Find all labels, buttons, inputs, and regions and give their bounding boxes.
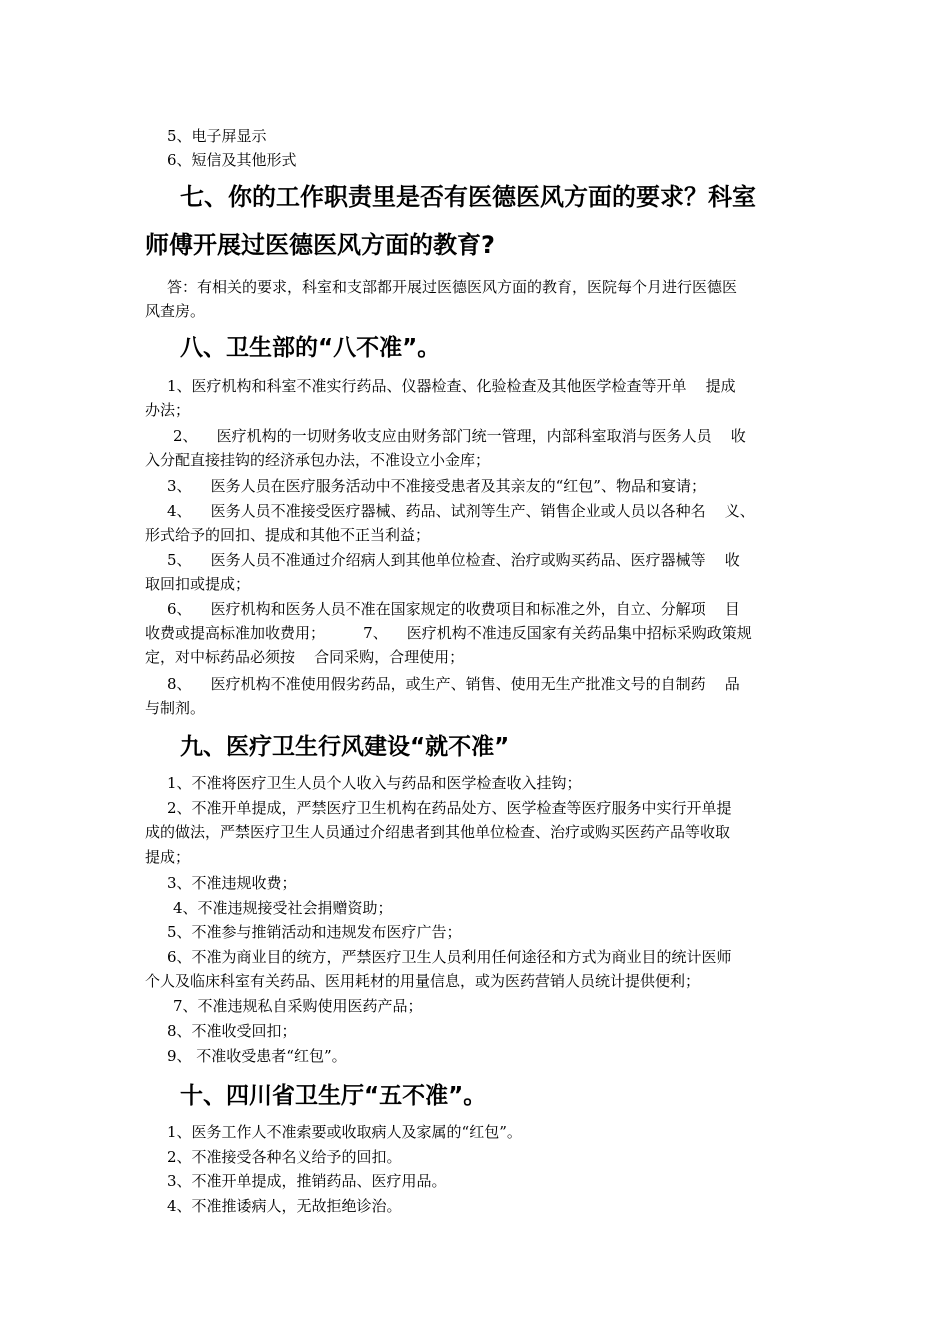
list-item: 成的做法，严禁医疗卫生人员通过介绍患者到其他单位检查、治疗或购买医药产品等收取 [145,823,731,841]
list-item: 6、 医疗机构和医务人员不准在国家规定的收费项目和标准之外，自立、分解项 目 [167,600,740,618]
list-item: 个人及临床科室有关药品、医用耗材的用量信息，或为医药营销人员统计提供便利； [145,972,701,990]
list-item: 5、 医务人员不准通过介绍病人到其他单位检查、治疗或购买药品、医疗器械等 收 [167,551,740,569]
list-item: 提成； [145,848,191,866]
list-item: 3、不准违规收费； [167,874,297,892]
list-item: 1、医疗机构和科室不准实行药品、仪器检查、化验检查及其他医学检查等开单 提成 [167,377,736,395]
list-item: 3、不准开单提成，推销药品、医疗用品。 [167,1172,447,1190]
list-item: 9、 不准收受患者“红包”。 [167,1047,347,1065]
list-item: 定，对中标药品必须按 合同采购，合理使用； [145,648,465,666]
list-item: 4、不准违规接受社会捐赠资助； [173,899,393,917]
list-item: 办法； [145,401,191,419]
list-item: 3、 医务人员在医疗服务活动中不准接受患者及其亲友的“红包”、物品和宴请； [167,477,706,495]
list-item: 5、不准参与推销活动和违规发布医疗广告； [167,923,462,941]
list-item: 6、不准为商业目的统方，严禁医疗卫生人员利用任何途径和方式为商业目的统计医师 [167,948,732,966]
list-item: 形式给予的回扣、提成和其他不正当利益； [145,526,431,544]
list-item: 入分配直接挂钩的经济承包办法，不准设立小金库； [145,451,491,469]
list-item: 2、不准开单提成，严禁医疗卫生机构在药品处方、医学检查等医疗服务中实行开单提 [167,799,732,817]
answer-text: 答：有相关的要求，科室和支部都开展过医德医风方面的教育，医院每个月进行医德医 [167,278,738,296]
list-item: 收费或提高标准加收费用； 7、 医疗机构不准违反国家有关药品集中招标采购政策规 [145,624,752,642]
list-item: 与制剂。 [145,699,206,717]
list-item: 7、不准违规私自采购使用医药产品； [173,997,423,1015]
list-item: 取回扣或提成； [145,575,251,593]
list-item: 8、不准收受回扣； [167,1022,297,1040]
list-item: 4、 医务人员不准接受医疗器械、药品、试剂等生产、销售企业或人员以各种名 义、 [167,502,755,520]
section-7-heading-line-1: 七、你的工作职责里是否有医德医风方面的要求？科室 [180,183,756,211]
section-8-heading: 八、卫生部的“八不准”。 [180,335,441,361]
list-item: 5、电子屏显示 [167,127,267,145]
list-item: 1、不准将医疗卫生人员个人收入与药品和医学检查收入挂钩； [167,774,582,792]
section-10-heading: 十、四川省卫生厅“五不准”。 [180,1083,487,1109]
list-item: 4、不准推诿病人，无故拒绝诊治。 [167,1197,402,1215]
list-item: 2、 医疗机构的一切财务收支应由财务部门统一管理，内部科室取消与医务人员 收 [173,427,746,445]
list-item: 8、 医疗机构不准使用假劣药品，或生产、销售、使用无生产批准文号的自制药 品 [167,675,740,693]
list-item: 2、不准接受各种名义给予的回扣。 [167,1148,402,1166]
list-item: 1、医务工作人不准索要或收取病人及家属的“红包”。 [167,1123,522,1141]
list-item: 6、短信及其他形式 [167,151,297,169]
answer-text: 风查房。 [145,302,206,320]
section-7-heading-line-2: 师傅开展过医德医风方面的教育? [145,231,495,259]
section-9-heading: 九、医疗卫生行风建设“就不准” [180,734,510,760]
